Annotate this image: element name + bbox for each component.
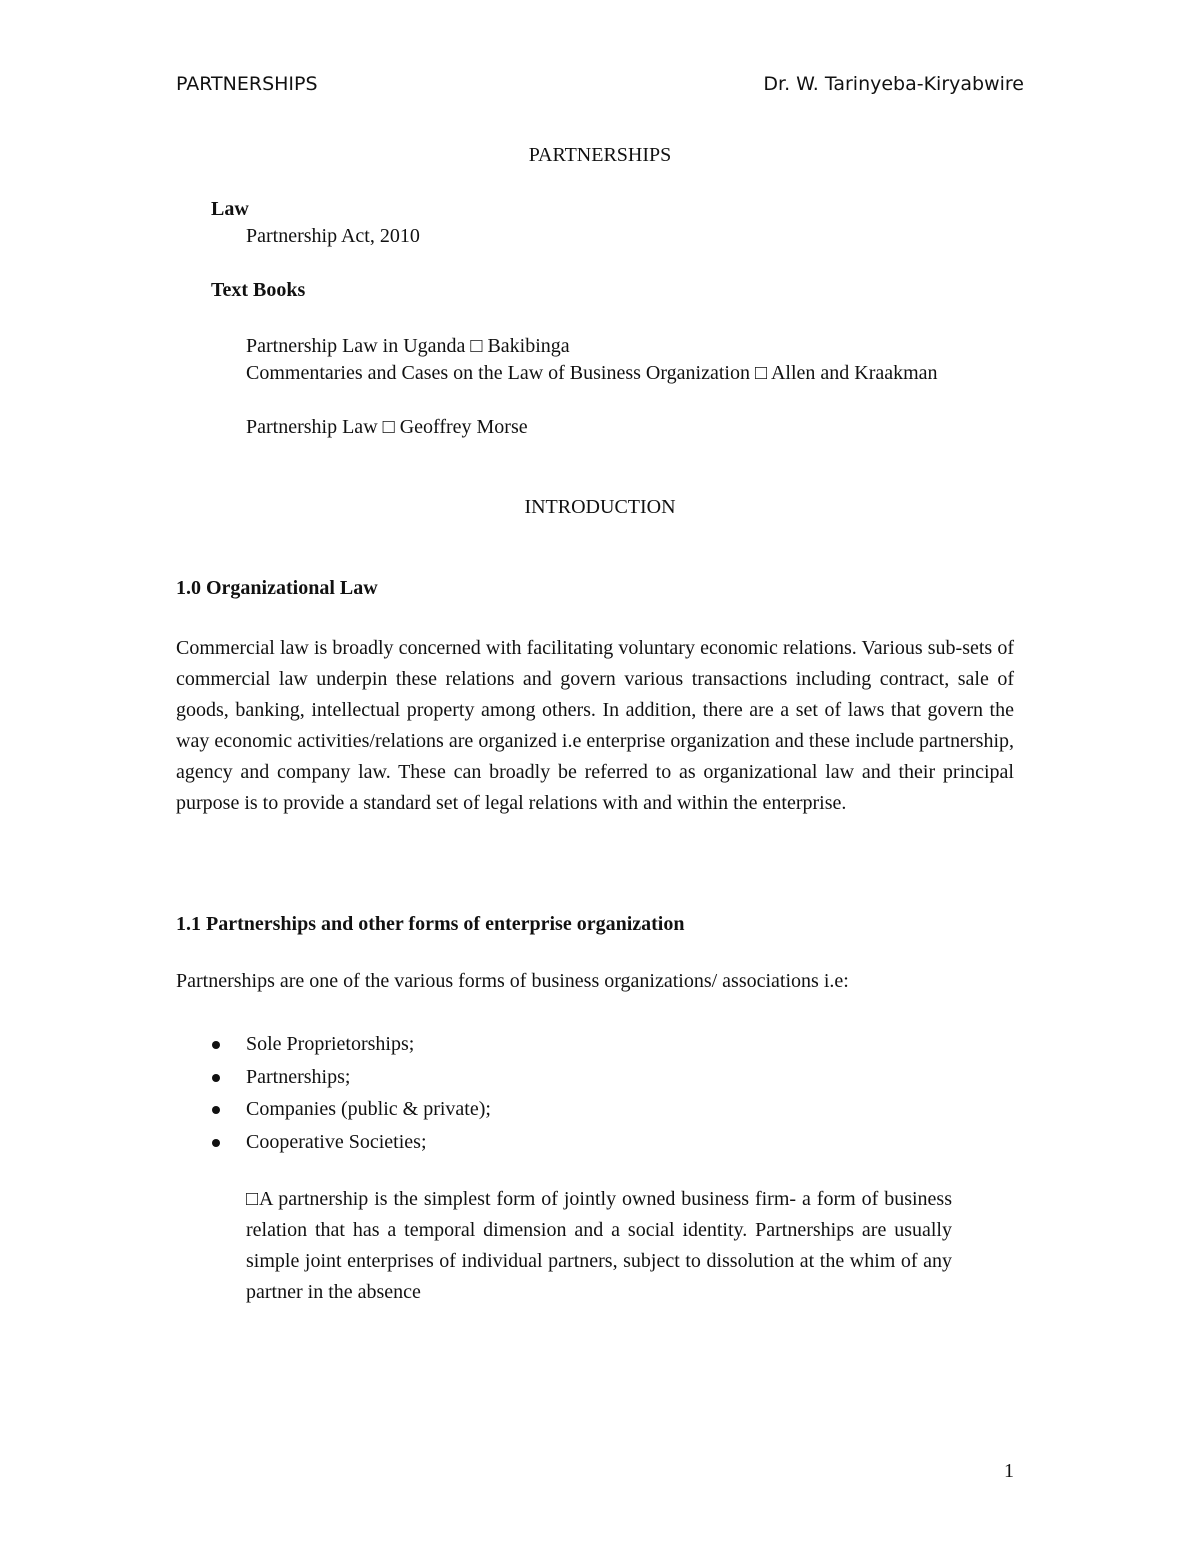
section-heading-1-0: 1.0 Organizational Law xyxy=(176,577,378,599)
introduction-heading: INTRODUCTION xyxy=(524,496,676,518)
section-intro-1-1: Partnerships are one of the various forms of business organizations/ associations i.e: xyxy=(176,970,849,992)
business-forms-list xyxy=(176,1028,491,1158)
list-item: Sole Proprietorships; xyxy=(176,1028,491,1061)
list-item: Cooperative Societies; xyxy=(176,1126,491,1159)
page-number: 1 xyxy=(1004,1460,1014,1482)
list-item: Partnerships; xyxy=(176,1061,491,1094)
partnership-definition-quote: □A partnership is the simplest form of jointly owned business firm- a form of business relation that has a temporal dimension and a social identity. Partnerships are usually simple joint enterprises of individual partners, subject to dissolution at the whim of any partner in the absence xyxy=(246,1188,952,1303)
law-heading: Law xyxy=(211,198,249,220)
bullet-icon xyxy=(212,1139,220,1147)
section-heading-1-1: 1.1 Partnerships and other forms of enterprise organization xyxy=(176,913,685,935)
bullet-icon xyxy=(212,1041,220,1049)
running-header-right: Dr. W. Tarinyeba-Kiryabwire xyxy=(763,73,1024,95)
textbook-item: Partnership Law in Uganda □ Bakibinga xyxy=(246,335,570,357)
textbook-item: Commentaries and Cases on the Law of Business Organization □ Allen and Kraakman xyxy=(246,362,938,384)
textbook-item: Partnership Law □ Geoffrey Morse xyxy=(246,416,528,438)
running-header-left: PARTNERSHIPS xyxy=(176,73,318,95)
bullet-icon xyxy=(212,1106,220,1114)
bullet-icon xyxy=(212,1074,220,1082)
section-body-1-0: Commercial law is broadly concerned with facilitating voluntary economic relations. Various sub-sets of commercial law underpin these relations and govern various transactions including contract, sale of goods, banking, intellectual property among others. In addition, there are a set of laws that govern the way economic activities/relations are organized i.e enterprise organization and these include partnership, agency and company law. These can broadly be referred to as organizational law and their principal purpose is to provide a standard set of legal relations with and within the enterprise. xyxy=(176,637,1014,814)
document-title: PARTNERSHIPS xyxy=(528,144,672,166)
textbooks-heading: Text Books xyxy=(211,279,306,301)
law-item: Partnership Act, 2010 xyxy=(246,225,420,247)
list-item: Companies (public & private); xyxy=(176,1093,491,1126)
